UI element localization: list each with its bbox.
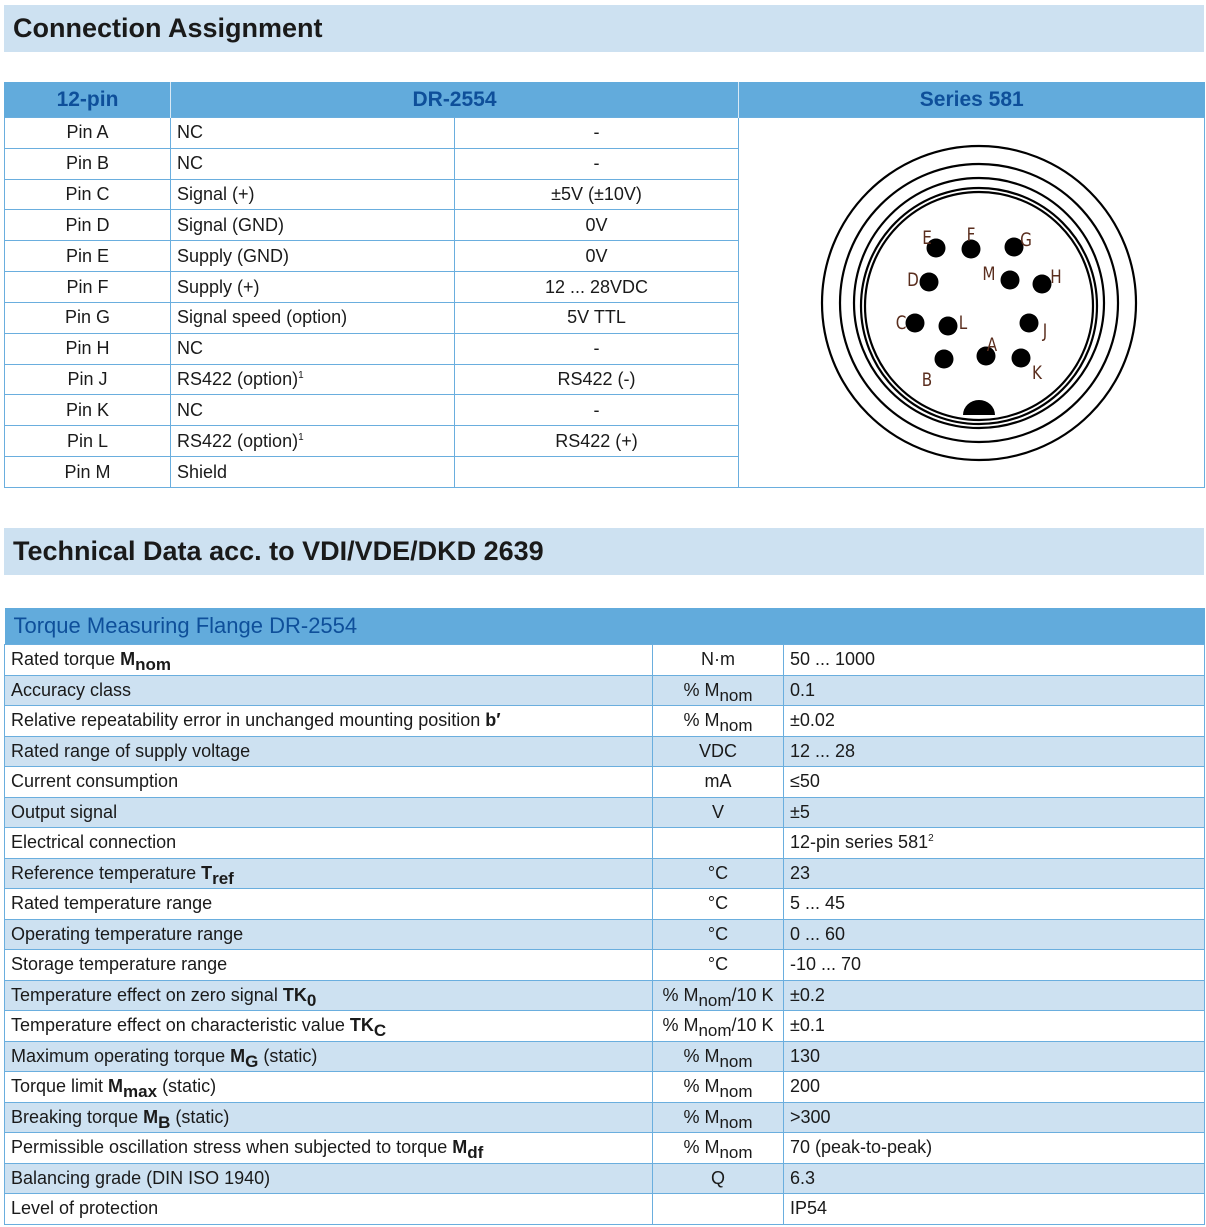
spec-label: Current consumption <box>5 767 653 798</box>
spec-value: 0.1 <box>784 675 1205 706</box>
connector-pin-label: D <box>906 269 919 292</box>
spec-label: Breaking torque MB (static) <box>5 1102 653 1133</box>
pin-signal: ±5V (±10V) <box>455 179 739 210</box>
spec-unit: % Mnom <box>653 1041 784 1072</box>
technical-data-table <box>4 608 1205 1225</box>
pin-function: Supply (+) <box>171 272 455 303</box>
symbol-subscript: df <box>467 1143 484 1163</box>
spec-row <box>5 980 1205 1011</box>
pin-function: NC <box>171 333 455 364</box>
spec-value: 5 ... 45 <box>784 889 1205 920</box>
connector-pin-m <box>1000 271 1019 290</box>
spec-unit: °C <box>653 889 784 920</box>
pin-function: NC <box>171 395 455 426</box>
spec-label: Rated range of supply voltage <box>5 736 653 767</box>
header-dr-2554: DR-2554 <box>171 82 739 118</box>
spec-label: Operating temperature range <box>5 919 653 950</box>
connector-pin-j <box>1019 314 1038 333</box>
spec-row <box>5 828 1205 859</box>
symbol-subscript: ref <box>212 868 234 888</box>
spec-label: Reference temperature Tref <box>5 858 653 889</box>
spec-unit <box>653 828 784 859</box>
technical-table-title: Torque Measuring Flange DR-2554 <box>5 608 1205 645</box>
connector-pin-b <box>934 350 953 369</box>
spec-value: 6.3 <box>784 1163 1205 1194</box>
connector-ring <box>854 178 1104 428</box>
connector-key-notch <box>963 400 995 415</box>
pin-function: Signal (+) <box>171 179 455 210</box>
spec-unit: N·m <box>653 645 784 676</box>
connector-ring <box>865 192 1093 420</box>
spec-row <box>5 919 1205 950</box>
connector-pin-c <box>905 314 924 333</box>
pin-function: Signal speed (option) <box>171 302 455 333</box>
pin-signal: 0V <box>455 210 739 241</box>
connector-pin-d <box>919 273 938 292</box>
spec-unit: mA <box>653 767 784 798</box>
pin-function: Shield <box>171 457 455 488</box>
pin-name: Pin G <box>5 302 171 333</box>
connector-pin-label: J <box>1042 320 1047 343</box>
pin-name: Pin E <box>5 241 171 272</box>
spec-row <box>5 1194 1205 1225</box>
spec-row <box>5 1102 1205 1133</box>
symbol: M <box>143 1106 159 1127</box>
pin-signal: - <box>455 395 739 426</box>
spec-row <box>5 645 1205 676</box>
spec-row <box>5 1072 1205 1103</box>
symbol: M <box>108 1076 124 1097</box>
spec-label: Balancing grade (DIN ISO 1940) <box>5 1163 653 1194</box>
pin-signal: RS422 (+) <box>455 426 739 457</box>
header-12-pin: 12-pin <box>5 82 171 118</box>
spec-value: IP54 <box>784 1194 1205 1225</box>
spec-label: Level of protection <box>5 1194 653 1225</box>
pin-name: Pin C <box>5 179 171 210</box>
spec-value: ≤50 <box>784 767 1205 798</box>
pin-signal: 12 ... 28VDC <box>455 272 739 303</box>
footnote-marker: 1 <box>298 370 304 382</box>
connector-pin-label: A <box>986 334 997 357</box>
spec-value: -10 ... 70 <box>784 950 1205 981</box>
spec-value: >300 <box>784 1102 1205 1133</box>
spec-label: Torque limit Mmax (static) <box>5 1072 653 1103</box>
spec-unit: °C <box>653 858 784 889</box>
technical-data-title: Technical Data acc. to VDI/VDE/DKD 2639 <box>4 528 1204 575</box>
pin-function: RS422 (option)$^1$ <box>171 364 455 395</box>
symbol: TK <box>282 984 307 1005</box>
spec-value: 130 <box>784 1041 1205 1072</box>
spec-row <box>5 706 1205 737</box>
connection-table-header <box>5 82 1205 118</box>
spec-value: 12 ... 28 <box>784 736 1205 767</box>
spec-value: ±5 <box>784 797 1205 828</box>
pin-row <box>5 118 1205 149</box>
symbol-subscript: G <box>245 1051 259 1071</box>
spec-unit: % Mnom/10 K <box>653 1011 784 1042</box>
symbol: TK <box>349 1015 374 1036</box>
pin-name: Pin B <box>5 148 171 179</box>
spec-unit: V <box>653 797 784 828</box>
spec-value: 0 ... 60 <box>784 919 1205 950</box>
spec-row <box>5 797 1205 828</box>
symbol-subscript: C <box>373 1021 387 1041</box>
footnote-marker: 2 <box>928 833 934 845</box>
connector-pin-label: F <box>966 224 975 247</box>
spec-row <box>5 767 1205 798</box>
spec-label: Relative repeatability error in unchanged mounting position b′ <box>5 706 653 737</box>
connector-pin-l <box>938 317 957 336</box>
symbol-subscript: nom <box>135 655 171 675</box>
connection-table <box>4 82 1205 488</box>
connector-pin-label: E <box>921 227 932 250</box>
symbol: T <box>201 862 213 883</box>
pin-name: Pin A <box>5 118 171 149</box>
spec-row <box>5 1011 1205 1042</box>
spec-label: Temperature effect on characteristic value TKC <box>5 1011 653 1042</box>
connection-assignment-title: Connection Assignment <box>4 5 1204 52</box>
spec-unit: °C <box>653 919 784 950</box>
pin-signal: - <box>455 333 739 364</box>
pin-function: RS422 (option)$^1$ <box>171 426 455 457</box>
connector-pin-label: L <box>958 312 967 335</box>
spec-unit: °C <box>653 950 784 981</box>
connector-pin-h <box>1032 275 1051 294</box>
pin-signal: - <box>455 148 739 179</box>
spec-value: 200 <box>784 1072 1205 1103</box>
spec-row <box>5 675 1205 706</box>
connector-pin-label: H <box>1049 266 1062 289</box>
pin-function: Signal (GND) <box>171 210 455 241</box>
pin-function: NC <box>171 148 455 179</box>
spec-value: ±0.2 <box>784 980 1205 1011</box>
connector-pin-label: C <box>895 312 906 335</box>
symbol: M <box>120 649 136 670</box>
pin-signal: 0V <box>455 241 739 272</box>
spec-unit: % Mnom <box>653 675 784 706</box>
spec-unit <box>653 1194 784 1225</box>
pin-signal: - <box>455 118 739 149</box>
spec-row <box>5 1041 1205 1072</box>
pin-name: Pin J <box>5 364 171 395</box>
pin-name: Pin F <box>5 272 171 303</box>
pin-name: Pin H <box>5 333 171 364</box>
symbol-subscript: 0 <box>306 990 317 1010</box>
pin-signal: RS422 (-) <box>455 364 739 395</box>
connector-pin-label: B <box>921 369 932 392</box>
header-series-581: Series 581 <box>739 82 1205 118</box>
spec-value: 70 (peak-to-peak) <box>784 1133 1205 1164</box>
connector-pin-label: K <box>1031 362 1042 385</box>
spec-unit: Q <box>653 1163 784 1194</box>
spec-label: Output signal <box>5 797 653 828</box>
connector-pinout-diagram <box>740 118 1204 482</box>
spec-label: Storage temperature range <box>5 950 653 981</box>
footnote-marker: 1 <box>298 431 304 443</box>
symbol-subscript: B <box>158 1112 171 1132</box>
spec-value: ±0.1 <box>784 1011 1205 1042</box>
pin-name: Pin K <box>5 395 171 426</box>
spec-value: 50 ... 1000 <box>784 645 1205 676</box>
spec-row <box>5 1163 1205 1194</box>
spec-label: Temperature effect on zero signal TK0 <box>5 980 653 1011</box>
spec-label: Rated torque Mnom <box>5 645 653 676</box>
spec-row <box>5 1133 1205 1164</box>
spec-unit: % Mnom <box>653 1133 784 1164</box>
spec-unit: VDC <box>653 736 784 767</box>
spec-label: Rated temperature range <box>5 889 653 920</box>
spec-unit: % Mnom <box>653 1102 784 1133</box>
connector-ring <box>861 188 1097 424</box>
pin-signal: 5V TTL <box>455 302 739 333</box>
spec-row <box>5 889 1205 920</box>
pin-name: Pin L <box>5 426 171 457</box>
spec-label: Maximum operating torque MG (static) <box>5 1041 653 1072</box>
connector-pin-label: M <box>981 263 996 286</box>
pin-function: NC <box>171 118 455 149</box>
connector-pin-k <box>1011 349 1030 368</box>
symbol: M <box>230 1045 246 1066</box>
spec-value: 12-pin series $581^2$ <box>784 828 1205 859</box>
spec-row <box>5 858 1205 889</box>
spec-label: Permissible oscillation stress when subjected to torque Mdf <box>5 1133 653 1164</box>
spec-value: ±0.02 <box>784 706 1205 737</box>
spec-label: Electrical connection <box>5 828 653 859</box>
spec-label: Accuracy class <box>5 675 653 706</box>
spec-row <box>5 950 1205 981</box>
pin-function: Supply (GND) <box>171 241 455 272</box>
spec-row <box>5 736 1205 767</box>
symbol: M <box>452 1137 468 1158</box>
symbol-subscript: max <box>123 1082 158 1102</box>
spec-unit: % Mnom <box>653 706 784 737</box>
connector-diagram-cell <box>739 118 1205 488</box>
symbol: b′ <box>485 710 501 731</box>
connector-pin-label: G <box>1019 229 1032 252</box>
pin-signal <box>455 457 739 488</box>
spec-unit: % Mnom <box>653 1072 784 1103</box>
spec-unit: % Mnom/10 K <box>653 980 784 1011</box>
pin-name: Pin D <box>5 210 171 241</box>
spec-value: 23 <box>784 858 1205 889</box>
pin-name: Pin M <box>5 457 171 488</box>
